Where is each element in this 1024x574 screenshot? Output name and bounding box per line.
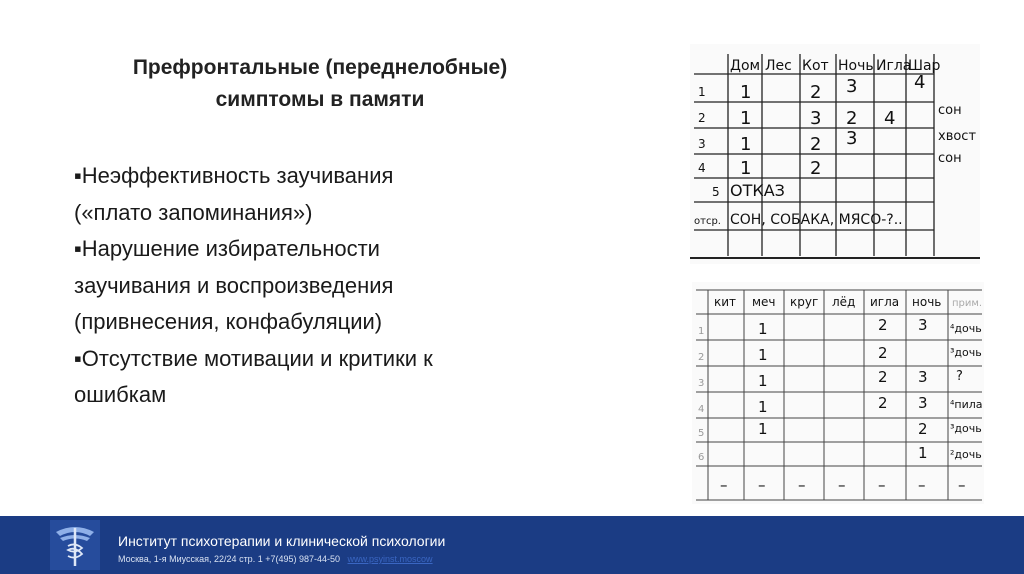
t2-cell: 2 [878,394,888,412]
memory-table-2 [692,282,984,504]
t1-cell: 3 [846,76,858,97]
t1-note: сон [938,151,962,166]
t1-cell: 3 [810,108,822,129]
memory-test-scan-2 [692,282,984,504]
t1-header: Ночь [838,58,874,74]
t1-header: Шар [908,58,941,74]
bullet-line: ▪Нарушение избирательности [74,236,380,261]
t2-note: ⁴пила [950,398,983,411]
t1-cell: 2 [810,82,822,103]
t2-header: лёд [832,295,856,309]
title-line-2: симптомы в памяти [215,88,425,111]
t2-cell: – [758,476,766,494]
t2-cell: 1 [758,320,768,338]
memory-table-1 [690,44,980,264]
footer-bar [0,516,1024,574]
t2-cell: 3 [918,368,928,386]
institute-website-link[interactable]: www.psyinst.moscow [347,554,433,564]
bullet-line: ошибкам [74,382,167,407]
t2-header: прим. [952,298,983,309]
institute-name: Институт психотерапии и клинической психологии [118,533,446,549]
t1-row-num: 3 [698,137,706,151]
t2-note: ³дочь [950,422,982,435]
t1-row-num: 5 [712,185,720,199]
t2-cell: 3 [918,394,928,412]
t2-cell: 2 [918,420,928,438]
t2-note: – [958,476,966,494]
bullet-list [74,158,544,414]
t2-row-num: 1 [698,326,705,337]
t1-row-num: 4 [698,161,706,175]
t2-cell: 2 [878,316,888,334]
t2-row-num: 6 [698,452,705,463]
bullet-line: ▪Отсутствие мотивации и критики к [74,345,433,371]
t1-cell: 2 [846,108,858,129]
t2-cell: 2 [878,344,888,362]
memory-test-scan-1 [690,44,980,264]
t2-cell: – [918,476,926,494]
t1-cell: 1 [740,134,752,155]
slide-title [60,52,580,116]
t2-header: меч [752,295,776,309]
t1-row-num: 2 [698,111,706,125]
t1-refusal: ОТКАЗ [730,181,785,200]
t2-row-num: 3 [698,378,705,389]
t1-delayed-label: отср. [694,216,721,227]
t2-row-num: 5 [698,428,705,439]
t2-cell: 1 [758,346,768,364]
t1-header: Дом [730,58,761,74]
t2-cell: 1 [918,444,928,462]
t1-cell: 2 [810,158,822,179]
t2-header: кит [714,295,737,309]
t1-note: сон [938,103,962,118]
t2-header: ночь [912,295,942,309]
institute-logo-icon [50,520,100,570]
bullet-line: ▪Неэффективность заучивания [74,163,394,188]
t2-note: ³дочь [950,346,982,359]
institute-address [118,553,433,565]
t1-header: Игла [876,58,912,74]
t1-cell: 1 [740,158,752,179]
t1-cell: 1 [740,82,752,103]
t2-note: ? [956,369,963,384]
t2-cell: 1 [758,420,768,438]
t1-cell: 3 [846,128,858,149]
t1-cell: 1 [740,108,752,129]
t2-note: ⁴дочь [950,322,982,335]
t1-cell: 4 [884,108,896,129]
t2-cell: 3 [918,316,928,334]
t2-cell: 2 [878,368,888,386]
t2-note: ²дочь [950,448,982,461]
t2-cell: – [798,476,806,494]
title-line-1: Префронтальные (переднелобные) [132,56,508,79]
t1-note: хвост [938,129,977,144]
t2-cell: – [878,476,886,494]
t2-cell: – [838,476,846,494]
t1-cell: 2 [810,134,822,155]
bullet-line: (привнесения, конфабуляции) [74,309,383,334]
t1-cell: 4 [914,72,926,93]
bullet-line: («плато запоминания») [74,199,313,225]
t1-row-num: 1 [698,85,706,99]
t1-delayed-text: СОН, СОБАКА, МЯСО-?.. [730,212,903,228]
t1-header: Лес [765,58,792,74]
bullet-line: заучивания и воспроизведения [74,272,394,298]
t2-cell: 1 [758,398,768,416]
t1-header: Кот [802,58,829,74]
t2-header: круг [790,295,819,309]
t2-cell: 1 [758,372,768,390]
t2-header: игла [870,295,900,309]
t2-row-num: 2 [698,352,705,363]
t2-row-num: 4 [698,404,705,415]
t2-cell: – [720,476,728,494]
address-text: Москва, 1-я Миусская, 22/24 стр. 1 +7(495) 987-44-50 [118,554,341,564]
